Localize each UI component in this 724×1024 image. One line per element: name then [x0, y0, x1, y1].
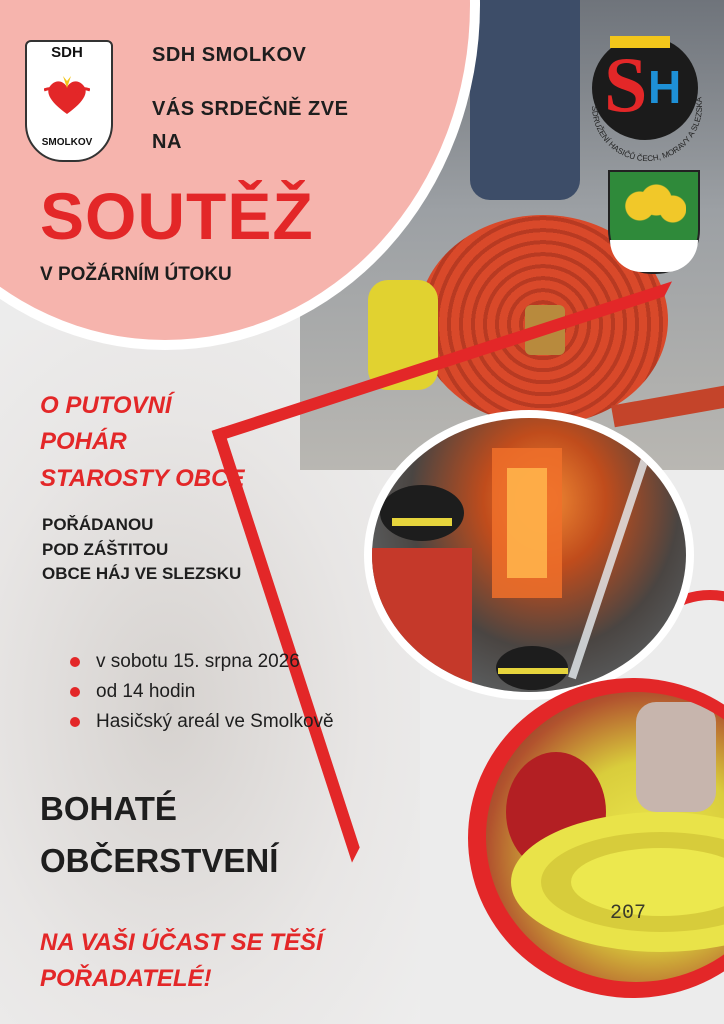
refreshments-line-1: BOHATÉ	[40, 790, 177, 827]
logo-bottom-text: SMOLKOV	[41, 137, 93, 148]
bullet-icon	[70, 717, 80, 727]
trophy-line-3: STAROSTY OBCE	[40, 465, 245, 492]
hose-print-number: 207	[610, 902, 647, 925]
detail-time	[70, 681, 334, 703]
footer-line-2: POŘADATELÉ!	[40, 965, 212, 992]
patronage-line-1: POŘÁDANOU	[42, 515, 154, 534]
detail-time-text: od 14 hodin	[96, 681, 196, 702]
footer-message	[40, 925, 323, 997]
detail-date	[70, 651, 334, 673]
ring-text: SDRUŽENÍ HASIČŮ ČECH, MORAVY A SLEZSKA	[589, 96, 705, 164]
crest-trees	[620, 182, 686, 242]
svg-text:SDRUŽENÍ HASIČŮ ČECH, MORAVY A	[590, 96, 704, 163]
sh-logo-letter-h: H	[648, 61, 682, 113]
sh-logo-ring-text	[582, 36, 712, 176]
refreshments-heading	[40, 783, 278, 887]
patronage-line-2: POD ZÁŠTITOU	[42, 540, 169, 559]
footer-line-1: NA VAŠI ÚČAST SE TĚŠÍ	[40, 929, 323, 956]
flaming-heart-icon	[44, 76, 90, 116]
trophy-line-1: O PUTOVNÍ	[40, 392, 172, 419]
firefighter-leg-shape	[470, 0, 580, 200]
event-subtitle: V POŽÁRNÍM ÚTOKU	[40, 264, 232, 285]
sh-logo-letter-s: S	[604, 41, 648, 128]
patronage-line-3: OBCE HÁJ VE SLEZSKU	[42, 564, 242, 583]
organizer-name: SDH SMOLKOV	[152, 44, 307, 66]
event-title: SOUTĚŽ	[40, 179, 314, 253]
refreshments-line-2: OBČERSTVENÍ	[40, 842, 279, 879]
bullet-icon	[70, 687, 80, 697]
event-details-list	[70, 651, 334, 733]
detail-venue-text: Hasičský areál ve Smolkově	[96, 711, 334, 732]
detail-date-text: v sobotu 15. srpna 2026	[96, 651, 300, 672]
trophy-line-2: POHÁR	[40, 428, 127, 455]
detail-venue	[70, 711, 334, 733]
burning-building-photo	[372, 418, 686, 692]
invite-line-1: VÁS SRDEČNĚ ZVE	[152, 98, 349, 120]
logo-top-text: SDH	[51, 44, 83, 61]
invite-line-2: NA	[152, 131, 182, 153]
bullet-icon	[70, 657, 80, 667]
